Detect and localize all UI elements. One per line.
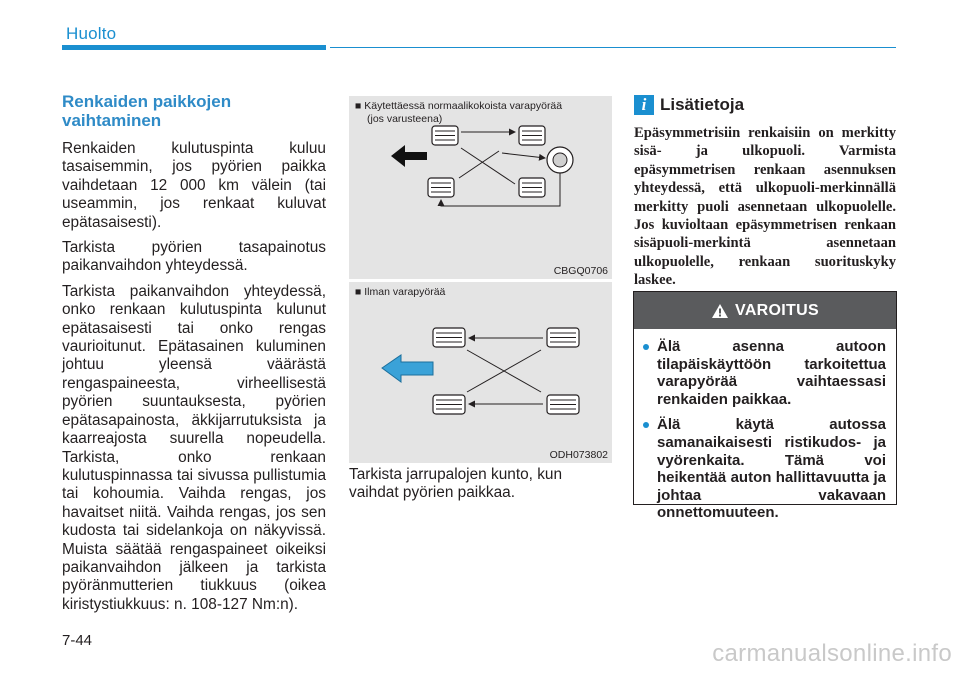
paragraph-3: Tarkista paikanvaihdon yhteydessä, onko renkaan kulutuspinta kulunut epätasaisesti tai onko rengas vaurioitunut. Epätasainen kuluminen johtuu yleensä väärästä rengaspaineesta, virheellisestä pyörien suuntauksesta, pyörien epätasapainosta, äkkijarrutuksista ja kaarreajosta suurella nopeudella. Tarkista, onko renkaan kulutuspinnassa tai sivussa pullistumia tai kohoumia. Vaihda rengas, jos havaitset niitä. Vaihda rengas, jos sen kudosta tai sidelankoja on näkyvissä. Muista säätää rengaspaineet oikeiksi paikanvaihdon jälkeen ja tarkista pyöränmutterien tiukkuus (oikea kiristystiukkuus: n. 108-127 Nm:n). [62,282,326,613]
warning-box [633,291,897,522]
figure-1-caption-line2: (jos varusteena) [367,113,443,125]
warning-title: VAROITUS [735,301,819,319]
rotation-diagram-without-spare [349,282,612,463]
direction-arrow-blue [382,355,433,382]
figure-1-caption [355,100,607,126]
figure-rotation-without-spare [349,282,612,463]
tire-rear-left-icon [433,395,465,414]
tire-front-right-icon [519,126,545,145]
bullet-dot [643,422,649,428]
section-heading-line1: Renkaiden paikkojen [62,92,232,111]
paragraph-1: Renkaiden kulutuspinta kuluu tasaisemmin, jos pyörien paikka vaihdetaan 12 000 km välein (tai useammin, jos renkaat kuluvat epätasaisesti). [62,140,326,231]
spare-wheel-icon [547,147,573,173]
warning-triangle-icon [711,303,729,319]
brake-pad-note: Tarkista jarrupalojen kunto, kun vaihdat pyörien paikkaa. [349,466,563,502]
warning-list [634,329,896,522]
figure-1-code: CBGQ0706 [553,265,608,277]
bullet-dot [643,344,649,350]
section-heading [62,92,326,130]
tire-rear-left-icon [428,178,454,197]
paragraph-2: Tarkista pyörien tasapainotus paikanvaihdon yhteydessä. [62,239,326,275]
figure-1-caption-line1: ■ Käytettäessä normaalikokoista varapyörää [355,100,563,112]
tire-rear-right-icon [547,395,579,414]
warning-item-text: Älä käytä autossa samanaikaisesti ristikudos- ja vyörenkaita. Tämä voi heikentää auton hallittavuutta ja johtaa vakavaan onnettomuuteen. [657,416,886,522]
left-column [62,92,326,621]
figure-2-code: ODH073802 [549,449,608,461]
watermark: carmanualsonline.info [712,640,952,667]
warning-item [642,416,886,522]
direction-arrow [391,145,427,167]
header-rule-thick [62,45,326,50]
section-label: Huolto [66,24,117,43]
info-text: Epäsymmetrisiin renkaisiin on merkitty sisä- ja ulkopuoli. Varmista epäsymmetrisen renkaan asennuksen yhteydessä, että ulkopuoli-merkinnällä merkitty puoli asennetaan ulkopuolelle. Jos kuvioltaan epäsymmetrisen renkaan sisäpuoli-merkintä asennetaan ulkopuolelle, renkaan suorituskyky laskee. [634,125,896,289]
info-icon: i [634,95,654,115]
warning-item-text: Älä asenna autoon tilapäiskäyttöön tarkoitettua varapyörää vaihtaessasi renkaiden paikkaa. [657,338,886,408]
tire-front-left-icon [432,126,458,145]
tire-rear-right-icon [519,178,545,197]
tire-front-right-icon [547,328,579,347]
section-heading-line2: vaihtaminen [62,111,162,130]
header-rule-thin [330,47,896,48]
warning-header [634,292,896,329]
warning-item [642,338,886,408]
page-number: 7-44 [62,632,93,649]
info-title: Lisätietoja [660,95,745,114]
figure-2-caption: ■ Ilman varapyörää [355,286,446,298]
tire-front-left-icon [433,328,465,347]
figure-rotation-with-spare [349,96,612,279]
